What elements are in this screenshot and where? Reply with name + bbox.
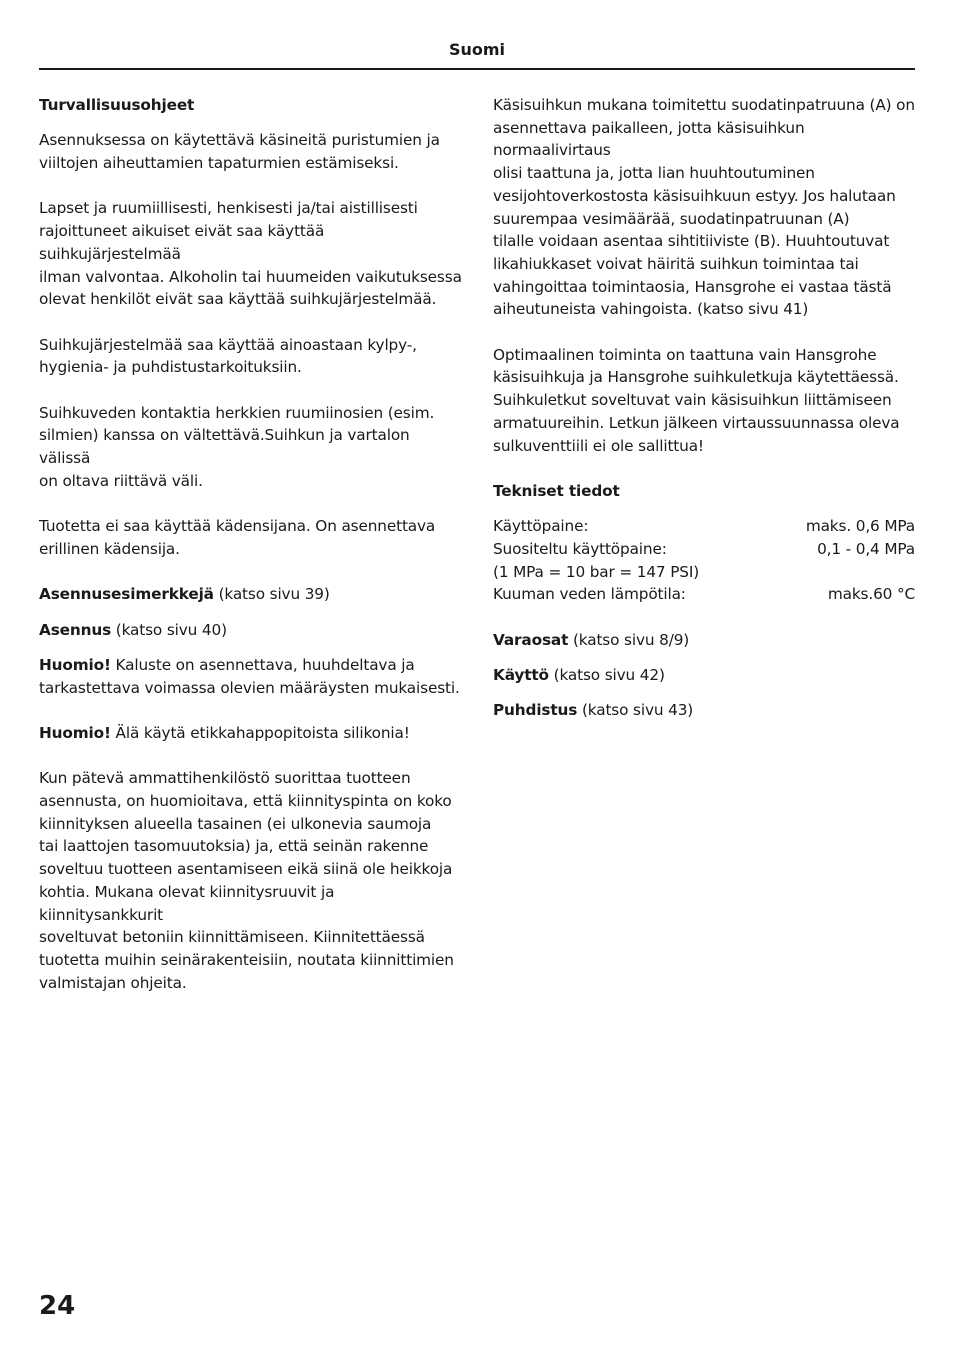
- technical-data-title: Tekniset tiedot: [493, 481, 620, 500]
- header-divider: [39, 68, 915, 70]
- spec-value: maks.60 °C: [827, 585, 915, 604]
- safety-paragraph: Suihkuveden kontaktia herkkien ruumiinosien (esim. silmien) kanssa on vältettävä.Suihkun ja vartalon välissä on oltava riittävä väli.: [39, 403, 435, 490]
- safety-title: Turvallisuusohjeet: [39, 96, 195, 114]
- spec-label: Käyttöpaine:: [493, 517, 589, 536]
- install-examples-ref: (katso sivu 39): [213, 585, 330, 604]
- spare-parts-ref: (katso sivu 8/9): [568, 630, 690, 649]
- spec-row: [493, 561, 915, 584]
- cleaning-section: [493, 699, 917, 722]
- operation-label: Käyttö: [493, 666, 549, 685]
- spec-row: [493, 515, 915, 538]
- installation-section: [39, 619, 463, 642]
- operation-section: [493, 664, 917, 687]
- cleaning-ref: (katso sivu 43): [577, 701, 694, 720]
- note-text: Kaluste on asennettava, huuhdeltava ja tarkastettava voimassa olevien määräysten mukaisesti.: [39, 655, 460, 697]
- spec-row: [493, 583, 915, 606]
- safety-paragraph: Asennuksessa on käytettävä käsineitä puristumien ja viiltojen aiheuttamien tapaturmien estämiseksi.: [39, 131, 440, 172]
- safety-paragraph: Tuotetta ei saa käyttää kädensijana. On asennettava erillinen kädensija.: [39, 517, 436, 558]
- cleaning-label: Puhdistus: [493, 701, 578, 720]
- right-column: [493, 94, 917, 722]
- safety-paragraph: Lapset ja ruumiillisesti, henkisesti ja/tai aistillisesti rajoittuneet aikuiset eivät saa käyttää suihkujärjestelmää ilman valvontaa. Alkoholin tai huumeiden vaikutuksessa olevat henkilöt eivät saa käyttää suihkujärjestelmää.: [39, 199, 462, 309]
- spec-value: maks. 0,6 MPa: [805, 517, 915, 536]
- install-examples-label: Asennusesimerkkejä: [39, 585, 214, 604]
- spec-row: [493, 538, 915, 561]
- note-label: Huomio!: [39, 723, 111, 742]
- technical-specs: [493, 515, 917, 606]
- filter-paragraph: Käsisuihkun mukana toimitettu suodatinpatruuna (A) on asennettava paikalleen, jotta käsisuihkun normaalivirtaus olisi taattuna ja, jotta lian huuhtoutuminen vesijohtoverkostosta käsisuihkuun estyy. Jos halutaan suurempaa vesimäärää, suodatinpatruunan (A) tilalle voidaan asentaa sihtitiiviste (B). Huuhtoutuvat likahiukkaset voivat häiritä suihkun toimintaa tai vahingoittaa toimintaosia, Hansgrohe ei vastaa tästä aiheutuneista vahingoista. (katso sivu 41): [493, 96, 915, 319]
- installation-ref: (katso sivu 40): [111, 620, 227, 639]
- spare-parts-label: Varaosat: [493, 630, 569, 649]
- mounting-paragraph: Kun pätevä ammattihenkilöstö suorittaa tuotteen asennusta, on huomioitava, että kiinnityspinta on koko kiinnityksen alueella tasainen (ei ulkonevia saumoja tai laattojen tasomuutoksia) ja, että seinän rakenne soveltuu tuotteen asentamiseen eikä siinä ole heikkoja kohtia. Mukana olevat kiinnitysruuvit ja kiinnitysankkurit soveltuvat betoniin kiinnittämiseen. Kiinnitettäessä tuotetta muihin seinärakenteisiin, noutata kiinnittimien valmistajan ohjeita.: [39, 769, 454, 992]
- note-flushing: [39, 654, 463, 699]
- page-header-language: Suomi: [448, 40, 506, 59]
- note-label: Huomio!: [39, 655, 111, 674]
- note-silicone: [39, 722, 463, 745]
- safety-paragraph: Suihkujärjestelmää saa käyttää ainoastaan kylpy-, hygienia- ja puhdistustarkoituksiin.: [39, 335, 417, 377]
- operation-ref: (katso sivu 42): [548, 666, 665, 685]
- spec-label: Suositeltu käyttöpaine:: [493, 539, 667, 558]
- install-examples-section: [39, 583, 463, 606]
- optimal-function-paragraph: Optimaalinen toiminta on taattuna vain Hansgrohe käsisuihkuja ja Hansgrohe suihkuletkuja käytettäessä. Suihkuletkut soveltuvat vain käsisuihkun liittämiseen armatuureihin. Letkun jälkeen virtaussuunnassa oleva sulkuventtiili ei ole sallittua!: [493, 345, 900, 455]
- note-text: Älä käytä etikkahappopitoista silikonia!: [110, 723, 410, 742]
- spec-label: (1 MPa = 10 bar = 147 PSI): [493, 562, 700, 581]
- spec-value: 0,1 - 0,4 MPa: [817, 539, 915, 558]
- page-number: 24: [39, 1291, 76, 1321]
- spare-parts-section: [493, 629, 917, 652]
- spec-label: Kuuman veden lämpötila:: [493, 585, 686, 604]
- installation-label: Asennus: [39, 620, 112, 639]
- left-column: [39, 94, 463, 994]
